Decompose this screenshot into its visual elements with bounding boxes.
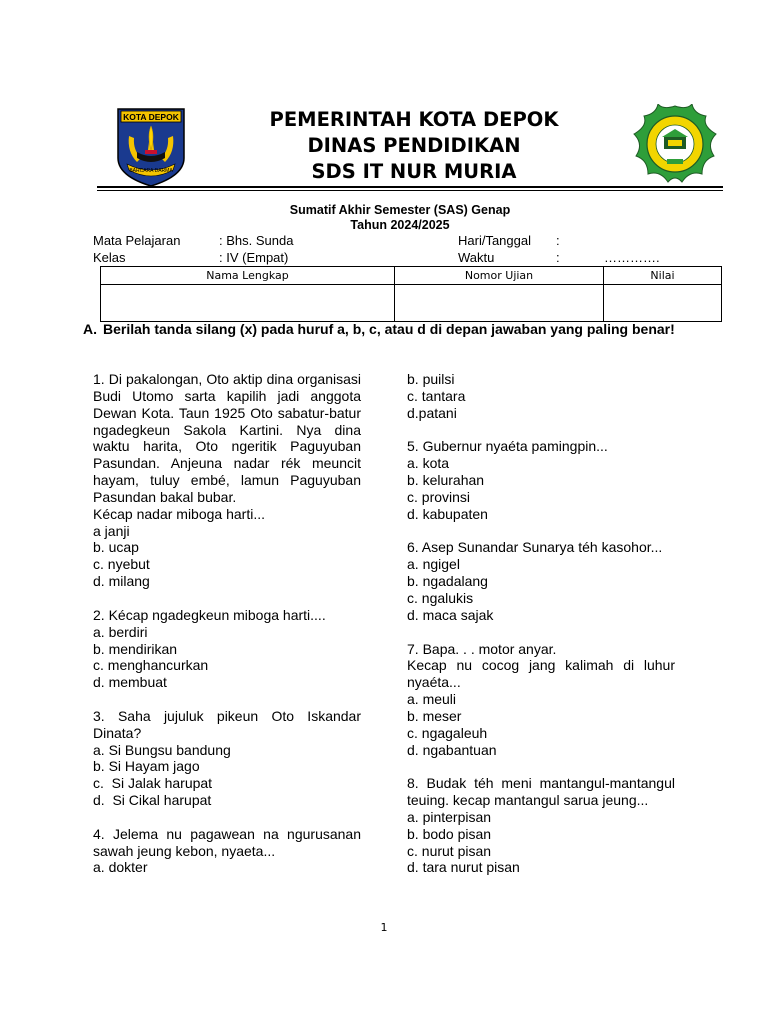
name-header: Nama Lengkap [101, 267, 395, 285]
q6-option-d[interactable]: d. maca sajak [407, 606, 494, 623]
q8-option-d[interactable]: d. tara nurut pisan [407, 859, 520, 876]
header-line-3: SDS IT NUR MURIA [311, 160, 517, 183]
school-emblem-icon [632, 104, 718, 184]
day-label: Hari/Tanggal [458, 233, 531, 248]
q4-option-a[interactable]: a. dokter [93, 859, 148, 876]
q4-option-d[interactable]: d.patani [407, 404, 457, 421]
q4-option-c[interactable]: c. tantara [407, 387, 466, 404]
q2-option-a[interactable]: a. berdiri [93, 623, 148, 640]
time-label: Waktu [458, 250, 495, 265]
q3-option-b[interactable]: b. Si Hayam jago [93, 758, 200, 775]
header-line-1: PEMERINTAH KOTA DEPOK [269, 108, 559, 131]
q7-option-b[interactable]: b. meser [407, 707, 462, 724]
exam-title: Sumatif Akhir Semester (SAS) Genap [289, 203, 511, 217]
svg-text:KOTA DEPOK: KOTA DEPOK [123, 112, 179, 122]
q6-option-a[interactable]: a. ngigel [407, 556, 460, 573]
subject-value: : Bhs. Sunda [219, 233, 294, 248]
section-instruction: Berilah tanda silang (x) pada huruf a, b, c, atau d di depan jawaban yang paling benar! [103, 321, 675, 337]
q1-option-c[interactable]: c. nyebut [93, 556, 150, 573]
score-field[interactable] [604, 285, 722, 322]
score-header: Nilai [604, 267, 722, 285]
exam-number-field[interactable] [395, 285, 604, 322]
q8-option-a[interactable]: a. pinterpisan [407, 808, 492, 825]
svg-text:BARCARA DARMA: BARCARA DARMA [129, 168, 173, 174]
q2-option-c[interactable]: c. menghancurkan [93, 657, 209, 674]
subject-label: Mata Pelajaran [93, 233, 181, 248]
header-divider-thin [97, 190, 723, 191]
header-divider [97, 186, 723, 188]
q4-text: 4. Jelema nu pagawean na ngurusanan sawah jeung kebon, nyaeta... [93, 825, 361, 859]
q5-option-c[interactable]: c. provinsi [407, 488, 471, 505]
q6-option-b[interactable]: b. ngadalang [407, 573, 488, 590]
student-id-table [100, 266, 722, 322]
q7-prompt: Kecap nu cocog jang kalimah di luhur nyaéta... [407, 657, 675, 691]
q7-option-c[interactable]: c. ngagaleuh [407, 724, 488, 741]
q8-text: 8. Budak téh meni mantangul-mantangul teuing. kecap mantangul sarua jeung... [407, 775, 675, 809]
q7-text: 7. Bapa. . . motor anyar. [407, 640, 557, 657]
questions-column-right [407, 371, 675, 876]
q3-option-a[interactable]: a. Si Bungsu bandung [93, 741, 231, 758]
q5-text: 5. Gubernur nyaéta pamingpin... [407, 438, 608, 455]
time-value: : [556, 250, 560, 265]
q1-option-b[interactable]: b. ucap [93, 539, 139, 556]
q5-option-b[interactable]: b. kelurahan [407, 472, 485, 489]
q3-option-c[interactable]: c. Si Jalak harupat [93, 775, 213, 792]
q1-option-a[interactable]: a janji [93, 522, 130, 539]
q2-text: 2. Kécap ngadegkeun miboga harti.... [93, 606, 326, 623]
class-value: : IV (Empat) [219, 250, 289, 265]
questions-column-left [93, 371, 361, 876]
q2-option-b[interactable]: b. mendirikan [93, 640, 178, 657]
q2-option-d[interactable]: d. membuat [93, 674, 167, 691]
name-field[interactable] [101, 285, 395, 322]
exam-year: Tahun 2024/2025 [350, 218, 450, 232]
day-value: : [556, 233, 560, 248]
q5-option-d[interactable]: d. kabupaten [407, 505, 488, 522]
page-number: 1 [380, 921, 388, 934]
q5-option-a[interactable]: a. kota [407, 455, 450, 472]
q6-option-c[interactable]: c. ngalukis [407, 589, 474, 606]
q6-text: 6. Asep Sunandar Sunarya téh kasohor... [407, 539, 663, 556]
q7-option-d[interactable]: d. ngabantuan [407, 741, 497, 758]
q8-option-c[interactable]: c. nurut pisan [407, 842, 492, 859]
q4-option-b[interactable]: b. puilsi [407, 371, 455, 387]
class-label: Kelas [93, 250, 126, 265]
section-letter: A. [83, 321, 97, 337]
q7-option-a[interactable]: a. meuli [407, 691, 457, 708]
q1-option-d[interactable]: d. milang [93, 573, 150, 590]
q8-option-b[interactable]: b. bodo pisan [407, 825, 492, 842]
q3-option-d[interactable]: d. Si Cikal harupat [93, 792, 212, 809]
q1-text: 1. Di pakalongan, Oto aktip dina organisasi Budi Utomo sarta kapilih jadi anggota Dewan Kota. Taun 1925 Oto sabatur-batur ngadegkeun Sakola Kartini. Nya dina waktu harita, Oto ngeritik Paguyuban Pasundan. Anjeuna nadar rék meuncit hayam, tuluy embé, lamun Paguyuban Pasundan bakal bubar. [93, 371, 361, 505]
q1-prompt: Kécap nadar miboga harti... [93, 505, 265, 522]
exam-number-header: Nomor Ujian [395, 267, 604, 285]
time-dots: …………. [604, 250, 660, 265]
header-line-2: DINAS PENDIDIKAN [307, 134, 521, 157]
kota-depok-logo [115, 106, 187, 188]
q3-text: 3. Saha jujuluk pikeun Oto Iskandar Dinata? [93, 707, 361, 741]
